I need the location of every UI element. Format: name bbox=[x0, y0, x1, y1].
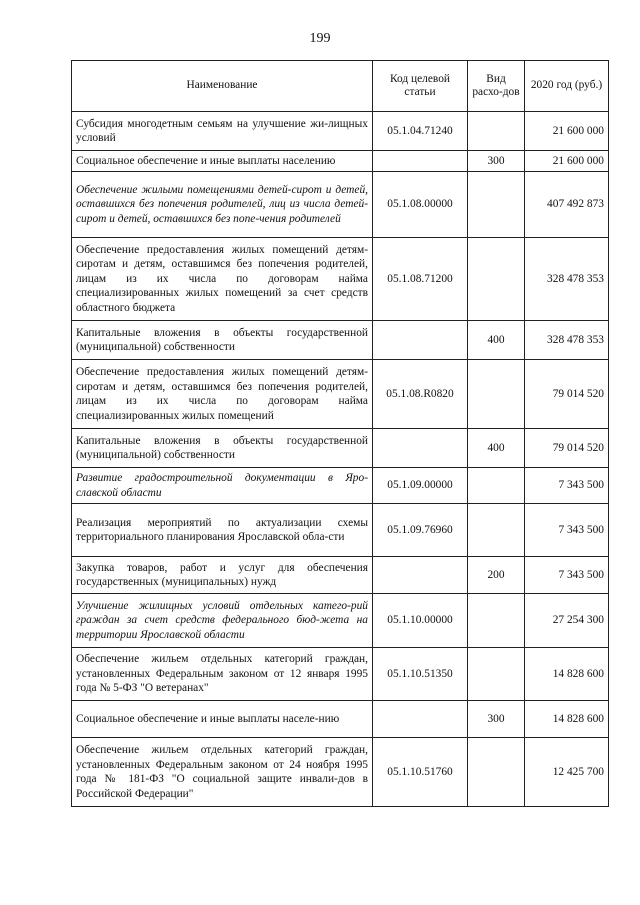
row-type-cell bbox=[468, 468, 525, 504]
row-name-cell: Улучшение жилищных условий отдельных катего-рий граждан за счет средств федерального бюд-жета на территории Ярославской области bbox=[72, 594, 373, 648]
row-code-cell: 05.1.10.00000 bbox=[373, 594, 468, 648]
row-amount-cell: 407 492 873 bbox=[525, 172, 609, 238]
row-type-cell bbox=[468, 112, 525, 151]
table-row bbox=[72, 594, 609, 648]
row-type-cell: 200 bbox=[468, 557, 525, 594]
row-code-cell: 05.1.08.71200 bbox=[373, 238, 468, 321]
row-code-cell: 05.1.10.51350 bbox=[373, 648, 468, 701]
header-amount: 2020 год (руб.) bbox=[525, 61, 609, 112]
row-type-cell: 400 bbox=[468, 429, 525, 468]
row-type-cell bbox=[468, 172, 525, 238]
row-amount-cell: 14 828 600 bbox=[525, 648, 609, 701]
row-type-cell: 300 bbox=[468, 701, 525, 738]
table-row bbox=[72, 112, 609, 151]
header-name: Наименование bbox=[72, 61, 373, 112]
row-amount-cell: 7 343 500 bbox=[525, 504, 609, 557]
budget-table bbox=[71, 60, 609, 807]
row-type-cell bbox=[468, 594, 525, 648]
row-name-cell: Субсидия многодетным семьям на улучшение жи-лищных условий bbox=[72, 112, 373, 151]
row-name-cell: Обеспечение предоставления жилых помещений детям-сиротам и детям, оставшимся без попечения родителей, лицам из их числа по договорам найма специализированных жилых помещений за счет средств областного бюджета bbox=[72, 238, 373, 321]
table-row bbox=[72, 172, 609, 238]
row-amount-cell: 12 425 700 bbox=[525, 738, 609, 807]
table-row bbox=[72, 648, 609, 701]
row-code-cell bbox=[373, 321, 468, 360]
row-amount-cell: 328 478 353 bbox=[525, 321, 609, 360]
table-row bbox=[72, 468, 609, 504]
header-code: Код целевой статьи bbox=[373, 61, 468, 112]
table-row bbox=[72, 429, 609, 468]
table-header-row bbox=[72, 61, 609, 112]
table-row bbox=[72, 504, 609, 557]
row-name-cell: Закупка товаров, работ и услуг для обеспечения государственных (муниципальных) нужд bbox=[72, 557, 373, 594]
row-name-cell: Реализация мероприятий по актуализации схемы территориального планирования Ярославской обла-сти bbox=[72, 504, 373, 557]
row-code-cell: 05.1.08.R0820 bbox=[373, 360, 468, 429]
row-code-cell: 05.1.08.00000 bbox=[373, 172, 468, 238]
table-row bbox=[72, 701, 609, 738]
table-row bbox=[72, 360, 609, 429]
row-code-cell bbox=[373, 429, 468, 468]
row-amount-cell: 79 014 520 bbox=[525, 360, 609, 429]
row-amount-cell: 14 828 600 bbox=[525, 701, 609, 738]
row-amount-cell: 27 254 300 bbox=[525, 594, 609, 648]
row-type-cell: 400 bbox=[468, 321, 525, 360]
row-type-cell bbox=[468, 648, 525, 701]
row-amount-cell: 21 600 000 bbox=[525, 151, 609, 172]
row-type-cell bbox=[468, 504, 525, 557]
row-name-cell: Капитальные вложения в объекты государственной (муниципальной) собственности bbox=[72, 429, 373, 468]
row-name-cell: Обеспечение жильем отдельных категорий граждан, установленных Федеральным законом от 12 января 1995 года № 5-ФЗ "О ветеранах" bbox=[72, 648, 373, 701]
row-type-cell bbox=[468, 238, 525, 321]
row-name-cell: Обеспечение жилыми помещениями детей-сирот и детей, оставшихся без попечения родителей, лиц из числа детей-сирот и детей, оставшихся без попе-чения родителей bbox=[72, 172, 373, 238]
row-code-cell bbox=[373, 151, 468, 172]
row-code-cell: 05.1.04.71240 bbox=[373, 112, 468, 151]
table-row bbox=[72, 151, 609, 172]
row-amount-cell: 7 343 500 bbox=[525, 468, 609, 504]
row-name-cell: Обеспечение предоставления жилых помещений детям-сиротам и детям, оставшимся без попечения родителей, лицам из их числа по договорам найма специализированных жилых помещений bbox=[72, 360, 373, 429]
row-amount-cell: 79 014 520 bbox=[525, 429, 609, 468]
table-row bbox=[72, 557, 609, 594]
row-code-cell: 05.1.10.51760 bbox=[373, 738, 468, 807]
table-row bbox=[72, 238, 609, 321]
row-amount-cell: 328 478 353 bbox=[525, 238, 609, 321]
table-row bbox=[72, 321, 609, 360]
table-row bbox=[72, 738, 609, 807]
row-name-cell: Капитальные вложения в объекты государственной (муниципальной) собственности bbox=[72, 321, 373, 360]
row-type-cell bbox=[468, 360, 525, 429]
row-code-cell: 05.1.09.76960 bbox=[373, 504, 468, 557]
row-type-cell: 300 bbox=[468, 151, 525, 172]
row-name-cell: Обеспечение жильем отдельных категорий граждан, установленных Федеральным законом от 24 ноября 1995 года № 181-ФЗ "О социальной защите инвали-дов в Российской Федерации" bbox=[72, 738, 373, 807]
row-name-cell: Социальное обеспечение и иные выплаты населе-нию bbox=[72, 701, 373, 738]
row-name-cell: Развитие градостроительной документации в Яро-славской области bbox=[72, 468, 373, 504]
row-code-cell bbox=[373, 557, 468, 594]
page-number: 199 bbox=[309, 31, 331, 46]
row-name-cell: Социальное обеспечение и иные выплаты населению bbox=[72, 151, 373, 172]
row-code-cell bbox=[373, 701, 468, 738]
row-amount-cell: 7 343 500 bbox=[525, 557, 609, 594]
row-type-cell bbox=[468, 738, 525, 807]
row-amount-cell: 21 600 000 bbox=[525, 112, 609, 151]
row-code-cell: 05.1.09.00000 bbox=[373, 468, 468, 504]
header-type: Вид расхо-дов bbox=[468, 61, 525, 112]
